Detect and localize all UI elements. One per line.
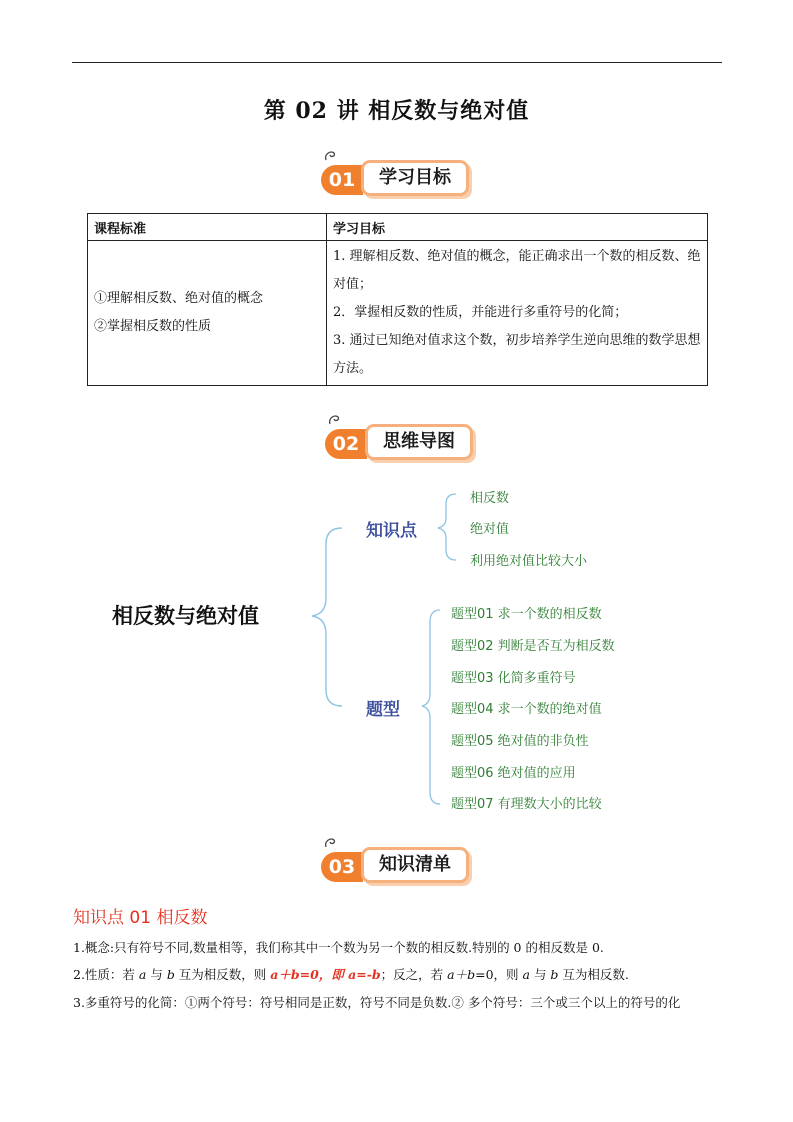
standard-item: ①理解相反数、绝对值的概念 xyxy=(94,291,264,306)
goal-item: 3. 通过已知绝对值求这个数，初步培养学生逆向思维的数学思想方法。 xyxy=(333,333,701,376)
mindmap-leaf: 题型01 求一个数的相反数 xyxy=(451,607,602,622)
mindmap-branch-problem-types: 题型 xyxy=(366,700,400,720)
mindmap-leaf: 利用绝对值比较大小 xyxy=(470,554,588,569)
property-paragraph: 2.性质：若 a 与 b 互为相反数，则 a＋b=0，即 a=-b；反之，若 a＋b=0，则 a 与 b 互为相反数. xyxy=(73,967,629,982)
curl-icon xyxy=(327,412,341,426)
goals-cell xyxy=(327,241,708,386)
section-badge-01 xyxy=(321,156,473,200)
mindmap-leaf: 题型03 化简多重符号 xyxy=(451,671,576,686)
section-label: 学习目标 xyxy=(361,160,469,196)
table-header-standards: 课程标准 xyxy=(88,214,327,241)
curl-icon xyxy=(323,835,337,849)
course-standards-table xyxy=(87,213,708,386)
section-label: 知识清单 xyxy=(361,847,469,883)
section-number: 03 xyxy=(321,852,363,882)
standards-cell xyxy=(88,241,327,386)
mindmap-leaf: 题型02 判断是否互为相反数 xyxy=(451,639,615,654)
mindmap-leaf: 相反数 xyxy=(470,491,510,506)
mindmap-leaf: 题型06 绝对值的应用 xyxy=(451,766,576,781)
concept-paragraph: 1.概念:只有符号不同,数量相等，我们称其中一个数为另一个数的相反数.特别的 0 的相反数是 0. xyxy=(73,940,604,955)
header-rule xyxy=(72,62,722,63)
mindmap-leaf: 绝对值 xyxy=(470,522,510,537)
multiple-signs-paragraph: 3.多重符号的化简：①两个符号：符号相同是正数，符号不同是负数.② 多个符号：三个或三个以上的符号的化 xyxy=(73,995,681,1010)
standard-item: ②掌握相反数的性质 xyxy=(94,319,212,334)
mindmap-leaf: 题型04 求一个数的绝对值 xyxy=(451,702,602,717)
mindmap-leaf: 题型07 有理数大小的比较 xyxy=(451,797,602,812)
curl-icon xyxy=(323,148,337,162)
document-title: 第 02 讲 相反数与绝对值 xyxy=(263,98,530,124)
section-number: 02 xyxy=(325,429,367,459)
mindmap-root: 相反数与绝对值 xyxy=(112,604,259,628)
goal-item: 2．掌握相反数的性质，并能进行多重符号的化简； xyxy=(333,305,628,320)
section-badge-02 xyxy=(325,420,477,464)
goal-item: 1. 理解相反数、绝对值的概念，能正确求出一个数的相反数、绝对值； xyxy=(333,249,701,292)
key-formula: a＋b=0，即 a=-b xyxy=(270,967,381,982)
section-label: 思维导图 xyxy=(365,424,473,460)
mindmap-branch-knowledge: 知识点 xyxy=(366,521,417,541)
section-number: 01 xyxy=(321,165,363,195)
knowledge-point-title: 知识点 01 相反数 xyxy=(73,908,208,928)
section-badge-03 xyxy=(321,843,473,887)
mindmap-leaf: 题型05 绝对值的非负性 xyxy=(451,734,589,749)
table-header-goals: 学习目标 xyxy=(327,214,708,241)
